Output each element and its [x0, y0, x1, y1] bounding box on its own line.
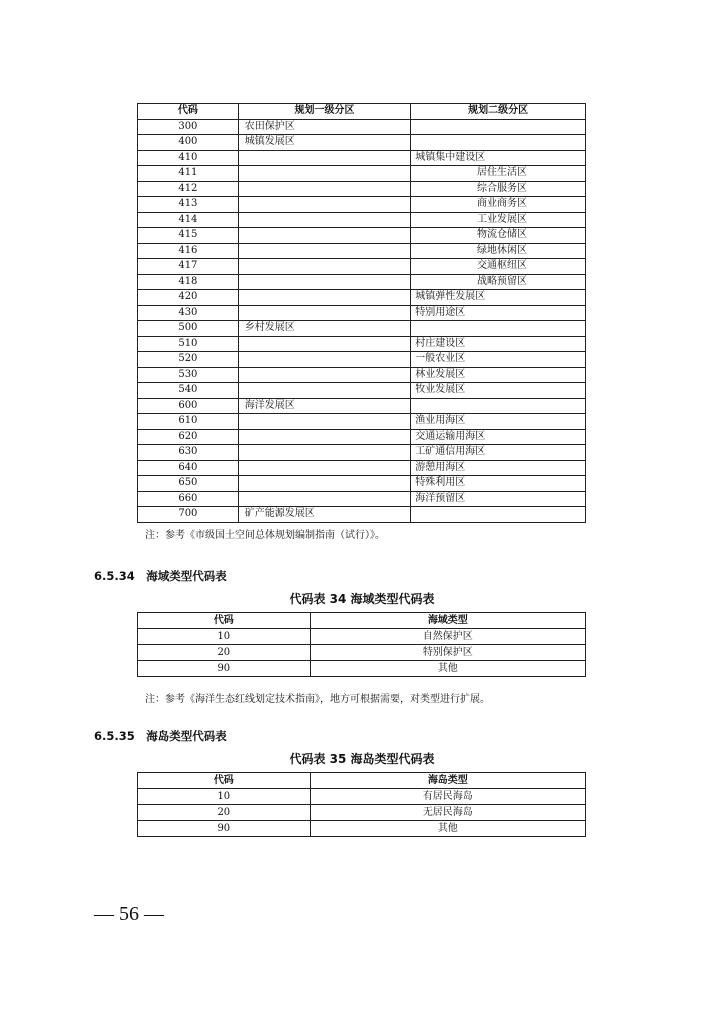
- type-cell: 特别保护区: [310, 645, 585, 661]
- table-row: [138, 166, 586, 182]
- level2-cell: [411, 321, 586, 337]
- table-caption-island: 代码表 35 海岛类型代码表: [289, 752, 435, 766]
- header-level1: 规划一级分区: [238, 104, 411, 120]
- header-level2: 规划二级分区: [411, 104, 586, 120]
- table-row: [138, 119, 586, 135]
- table-row: [138, 290, 586, 306]
- level2-cell: 海洋预留区: [411, 491, 586, 507]
- table-row: [138, 821, 586, 837]
- level2-cell: 林业发展区: [411, 367, 586, 383]
- table-caption-sea: 代码表 34 海域类型代码表: [289, 592, 435, 606]
- level2-cell: 工矿通信用海区: [411, 445, 586, 461]
- level2-cell: 一般农业区: [411, 352, 586, 368]
- table-row: [138, 629, 586, 645]
- level1-cell: [238, 414, 411, 430]
- level1-cell: [238, 445, 411, 461]
- table-row: [138, 321, 586, 337]
- table-row: [138, 645, 586, 661]
- level1-cell: [238, 429, 411, 445]
- code-cell: 10: [138, 629, 311, 645]
- header-island-type: 海岛类型: [310, 773, 585, 789]
- level1-cell: [238, 243, 411, 259]
- level1-cell: 海洋发展区: [238, 398, 411, 414]
- code-cell: 413: [138, 197, 239, 213]
- level2-cell: 物流仓储区: [411, 228, 586, 244]
- sea-table-note: 注：参考《海洋生态红线划定技术指南》，地方可根据需要，对类型进行扩展。: [145, 694, 490, 705]
- type-cell: 其他: [310, 661, 585, 677]
- header-code: 代码: [138, 613, 311, 629]
- level2-cell: 交通运输用海区: [411, 429, 586, 445]
- code-cell: 600: [138, 398, 239, 414]
- level2-cell: [411, 398, 586, 414]
- level2-cell: 牧业发展区: [411, 383, 586, 399]
- level1-cell: 乡村发展区: [238, 321, 411, 337]
- table-row: [138, 274, 586, 290]
- code-cell: 660: [138, 491, 239, 507]
- code-cell: 90: [138, 821, 311, 837]
- level1-cell: [238, 491, 411, 507]
- header-sea-type: 海域类型: [310, 613, 585, 629]
- level2-cell: 村庄建设区: [411, 336, 586, 352]
- table-row: [138, 197, 586, 213]
- page-number: — 56 —: [94, 903, 164, 925]
- table-row: [138, 212, 586, 228]
- island-type-table: [137, 772, 586, 837]
- table-row: [138, 429, 586, 445]
- level1-cell: [238, 181, 411, 197]
- section-heading-island: 6.5.35 海岛类型代码表: [94, 729, 227, 743]
- code-cell: 90: [138, 661, 311, 677]
- level1-cell: 农田保护区: [238, 119, 411, 135]
- level2-cell: 游憩用海区: [411, 460, 586, 476]
- level1-cell: [238, 336, 411, 352]
- code-cell: 650: [138, 476, 239, 492]
- table-row: [138, 259, 586, 275]
- code-cell: 500: [138, 321, 239, 337]
- code-cell: 640: [138, 460, 239, 476]
- header-code: 代码: [138, 104, 239, 120]
- level1-cell: [238, 150, 411, 166]
- level1-cell: [238, 259, 411, 275]
- table-header-row: [138, 613, 586, 629]
- section-heading-sea: 6.5.34 海域类型代码表: [94, 569, 227, 583]
- type-cell: 无居民海岛: [310, 805, 585, 821]
- level2-cell: [411, 135, 586, 151]
- level1-cell: 城镇发展区: [238, 135, 411, 151]
- zone-table-note: 注：参考《市级国土空间总体规划编制指南（试行）》。: [145, 530, 385, 541]
- table-row: [138, 507, 586, 523]
- level1-cell: [238, 305, 411, 321]
- code-cell: 411: [138, 166, 239, 182]
- table-row: [138, 460, 586, 476]
- table-row: [138, 805, 586, 821]
- level1-cell: [238, 367, 411, 383]
- level2-cell: 交通枢纽区: [411, 259, 586, 275]
- sea-type-table: [137, 612, 586, 677]
- table-row: [138, 445, 586, 461]
- level2-cell: 城镇弹性发展区: [411, 290, 586, 306]
- code-cell: 630: [138, 445, 239, 461]
- code-cell: 620: [138, 429, 239, 445]
- code-cell: 10: [138, 789, 311, 805]
- code-cell: 412: [138, 181, 239, 197]
- code-cell: 20: [138, 805, 311, 821]
- level2-cell: 工业发展区: [411, 212, 586, 228]
- code-cell: 400: [138, 135, 239, 151]
- table-row: [138, 661, 586, 677]
- code-cell: 520: [138, 352, 239, 368]
- table-row: [138, 228, 586, 244]
- table-row: [138, 789, 586, 805]
- table-row: [138, 383, 586, 399]
- level2-cell: 商业商务区: [411, 197, 586, 213]
- level2-cell: 绿地休闲区: [411, 243, 586, 259]
- table-row: [138, 243, 586, 259]
- level2-cell: 特别用途区: [411, 305, 586, 321]
- level1-cell: [238, 228, 411, 244]
- table-header-row: [138, 773, 586, 789]
- level2-cell: [411, 119, 586, 135]
- level2-cell: 战略预留区: [411, 274, 586, 290]
- table-row: [138, 491, 586, 507]
- level2-cell: 居住生活区: [411, 166, 586, 182]
- code-cell: 416: [138, 243, 239, 259]
- table-row: [138, 135, 586, 151]
- level2-cell: 综合服务区: [411, 181, 586, 197]
- table-row: [138, 150, 586, 166]
- code-cell: 417: [138, 259, 239, 275]
- level2-cell: [411, 507, 586, 523]
- table-header-row: [138, 104, 586, 120]
- type-cell: 有居民海岛: [310, 789, 585, 805]
- code-cell: 420: [138, 290, 239, 306]
- table-row: [138, 305, 586, 321]
- level2-cell: 特殊利用区: [411, 476, 586, 492]
- code-cell: 20: [138, 645, 311, 661]
- level1-cell: [238, 352, 411, 368]
- code-cell: 415: [138, 228, 239, 244]
- code-cell: 430: [138, 305, 239, 321]
- level1-cell: [238, 197, 411, 213]
- table-row: [138, 476, 586, 492]
- code-cell: 418: [138, 274, 239, 290]
- level1-cell: [238, 274, 411, 290]
- table-row: [138, 336, 586, 352]
- table-row: [138, 414, 586, 430]
- level1-cell: [238, 460, 411, 476]
- level1-cell: [238, 290, 411, 306]
- code-cell: 510: [138, 336, 239, 352]
- level1-cell: [238, 476, 411, 492]
- table-row: [138, 181, 586, 197]
- level2-cell: 城镇集中建设区: [411, 150, 586, 166]
- table-row: [138, 352, 586, 368]
- level1-cell: [238, 383, 411, 399]
- planning-zone-table: [137, 103, 586, 523]
- header-code: 代码: [138, 773, 311, 789]
- code-cell: 540: [138, 383, 239, 399]
- code-cell: 530: [138, 367, 239, 383]
- table-row: [138, 367, 586, 383]
- type-cell: 其他: [310, 821, 585, 837]
- type-cell: 自然保护区: [310, 629, 585, 645]
- level1-cell: 矿产能源发展区: [238, 507, 411, 523]
- code-cell: 700: [138, 507, 239, 523]
- level1-cell: [238, 212, 411, 228]
- code-cell: 410: [138, 150, 239, 166]
- code-cell: 610: [138, 414, 239, 430]
- level2-cell: 渔业用海区: [411, 414, 586, 430]
- level1-cell: [238, 166, 411, 182]
- table-row: [138, 398, 586, 414]
- code-cell: 414: [138, 212, 239, 228]
- code-cell: 300: [138, 119, 239, 135]
